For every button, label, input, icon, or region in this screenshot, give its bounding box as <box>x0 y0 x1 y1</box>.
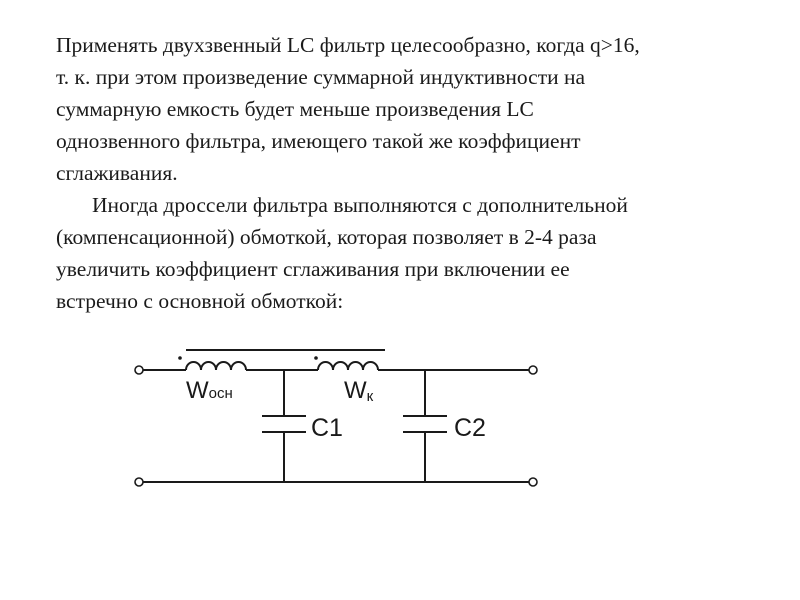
capacitor-2-label: C2 <box>454 414 486 442</box>
inductor-1-label-main: W <box>186 377 209 404</box>
text-line: суммарную емкость будет меньше произведения LC <box>56 97 534 121</box>
inductor-1-coil <box>186 362 246 370</box>
inductor-1-polarity-dot <box>178 356 182 360</box>
text-line: увеличить коэффициент сглаживания при включении ее <box>56 257 570 281</box>
inductor-1-label <box>186 377 233 404</box>
output-terminal-top <box>529 366 537 374</box>
text-line: Иногда дроссели фильтра выполняются с дополнительной <box>92 193 628 217</box>
inductor-2-polarity-dot <box>314 356 318 360</box>
text-line: (компенсационной) обмоткой, которая позволяет в 2-4 раза <box>56 225 597 249</box>
text-line: однозвенного фильтра, имеющего такой же коэффициент <box>56 129 581 153</box>
inductor-2-label-sub: к <box>366 388 374 405</box>
inductor-2-label-main: W <box>344 377 367 404</box>
output-terminal-bottom <box>529 478 537 486</box>
inductor-2-label <box>344 377 374 405</box>
text-line: Применять двухзвенный LC фильтр целесообразно, когда q>16, <box>56 33 640 57</box>
inductor-2-coil <box>318 362 378 370</box>
text-line: сглаживания. <box>56 161 178 185</box>
text-line: встречно с основной обмоткой: <box>56 289 344 313</box>
text-line: т. к. при этом произведение суммарной индуктивности на <box>56 65 586 89</box>
input-terminal-bottom <box>135 478 143 486</box>
capacitor-1-label: C1 <box>311 414 343 442</box>
inductor-1-label-sub: осн <box>208 385 233 402</box>
input-terminal-top <box>135 366 143 374</box>
